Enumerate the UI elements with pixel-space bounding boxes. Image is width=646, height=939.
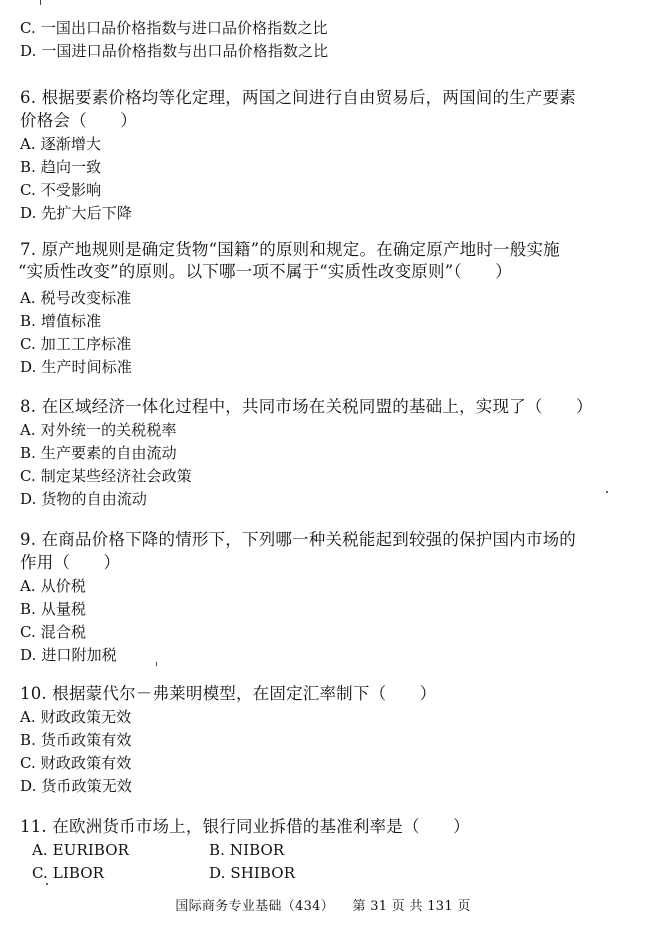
footer-subject: 国际商务专业基础（434）: [175, 899, 335, 914]
q7-stem-line2: “实质性改变”的原则。以下哪一项不属于“实质性改变原则”（ ）: [18, 262, 512, 281]
q6-stem-line2: 价格会（ ）: [20, 111, 137, 130]
q6-stem-line1: 6. 根据要素价格均等化定理，两国之间进行自由贸易后，两国间的生产要素: [20, 88, 576, 107]
q9-option-b: B. 从量税: [20, 600, 87, 618]
q11-option-c: C. LIBOR: [32, 864, 105, 882]
q11-stem-line1: 11. 在欧洲货币市场上，银行同业拆借的基准利率是（ ）: [20, 817, 470, 836]
q10-option-a: A. 财政政策无效: [20, 708, 132, 726]
q6-option-d: D. 先扩大后下降: [20, 204, 132, 222]
q5-option-c: C. 一国出口品价格指数与进口品价格指数之比: [20, 19, 328, 37]
q9-option-d: D. 进口附加税: [20, 646, 117, 664]
footer-page-number: 第 31 页 共 131 页: [352, 899, 471, 914]
q10-stem-line1: 10. 根据蒙代尔－弗莱明模型，在固定汇率制下（ ）: [20, 684, 437, 703]
q9-stem-line1: 9. 在商品价格下降的情形下，下列哪一种关税能起到较强的保护国内市场的: [20, 530, 576, 549]
q9-option-a: A. 从价税: [20, 577, 86, 595]
q7-option-d: D. 生产时间标准: [20, 358, 132, 376]
q5-option-d: D. 一国进口品价格指数与出口品价格指数之比: [20, 42, 329, 60]
q10-option-b: B. 货币政策有效: [20, 731, 132, 749]
q8-option-d: D. 货物的自由流动: [20, 490, 148, 508]
scan-mark: [40, 0, 41, 5]
scan-mark: [156, 662, 157, 666]
q7-option-c: C. 加工工序标准: [20, 335, 132, 353]
q9-option-c: C. 混合税: [20, 623, 87, 641]
q6-option-a: A. 逐渐增大: [20, 135, 102, 153]
q7-stem-line1: 7. 原产地规则是确定货物“国籍”的原则和规定。在确定原产地时一般实施: [20, 240, 560, 259]
q8-stem-line1: 8. 在区域经济一体化过程中，共同市场在关税同盟的基础上，实现了（ ）: [20, 397, 593, 416]
q11-option-a: A. EURIBOR: [32, 841, 130, 859]
q7-option-a: A. 税号改变标准: [20, 289, 132, 307]
q11-option-b: B. NIBOR: [209, 841, 285, 859]
q9-stem-line2: 作用（ ）: [20, 553, 121, 572]
q11-option-d: D. SHIBOR: [209, 864, 296, 882]
scan-speck: [46, 883, 48, 885]
q10-option-d: D. 货币政策无效: [20, 777, 132, 795]
q6-option-c: C. 不受影响: [20, 181, 102, 199]
page-footer: [0, 899, 646, 915]
q8-option-a: A. 对外统一的关税税率: [20, 421, 177, 439]
q7-option-b: B. 增值标准: [20, 312, 102, 330]
scan-speck: [606, 491, 608, 493]
q8-option-b: B. 生产要素的自由流动: [20, 444, 177, 462]
q10-option-c: C. 财政政策有效: [20, 754, 132, 772]
q8-option-c: C. 制定某些经济社会政策: [20, 467, 192, 485]
q6-option-b: B. 趋向一致: [20, 158, 102, 176]
